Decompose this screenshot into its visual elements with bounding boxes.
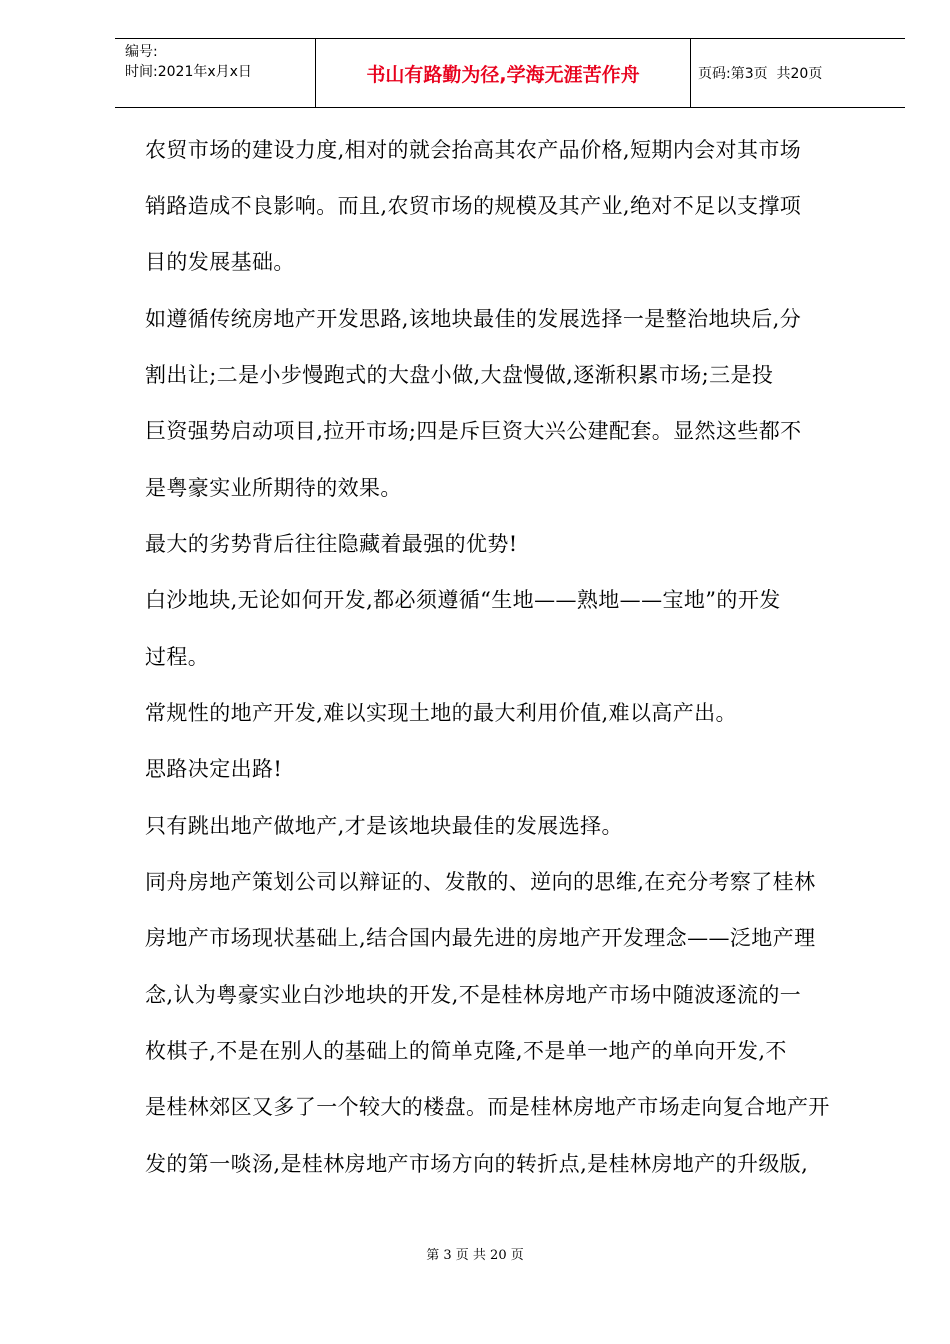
- body-line: 是桂林郊区又多了一个较大的楼盘。而是桂林房地产市场走向复合地产开: [145, 1095, 830, 1119]
- body-line: 思路决定出路!: [145, 757, 283, 781]
- body-line: 只有跳出地产做地产,才是该地块最佳的发展选择。: [145, 814, 623, 838]
- page-header: [115, 38, 905, 108]
- body-line: 房地产市场现状基础上,结合国内最先进的房地产开发理念——泛地产理: [145, 926, 816, 950]
- body-line: 巨资强势启动项目,拉开市场;四是斥巨资大兴公建配套。显然这些都不: [145, 419, 802, 443]
- body-line: 同舟房地产策划公司以辩证的、发散的、逆向的思维,在充分考察了桂林: [145, 870, 816, 894]
- body-line: 目的发展基础。: [145, 250, 295, 274]
- header-meta-cell: [115, 39, 315, 107]
- header-page-number: 页码:第3页 共20页: [698, 66, 823, 82]
- body-line: 是粤豪实业所期待的效果。: [145, 476, 402, 500]
- header-page-cell: [690, 39, 905, 107]
- body-line: 如遵循传统房地产开发思路,该地块最佳的发展选择一是整治地块后,分: [145, 307, 802, 331]
- body-line: 农贸市场的建设力度,相对的就会抬高其农产品价格,短期内会对其市场: [145, 138, 802, 162]
- body-line: 白沙地块,无论如何开发,都必须遵循“生地——熟地——宝地”的开发: [145, 588, 781, 612]
- body-line: 发的第一啖汤,是桂林房地产市场方向的转折点,是桂林房地产的升级版,: [145, 1152, 809, 1176]
- body-line: 枚棋子,不是在别人的基础上的简单克隆,不是单一地产的单向开发,不: [145, 1039, 787, 1063]
- document-time-label: 时间:2021年x月x日: [125, 64, 252, 80]
- body-line: 割出让;二是小步慢跑式的大盘小做,大盘慢做,逐渐积累市场;三是投: [145, 363, 774, 387]
- page-footer: 第 3 页 共 20 页: [426, 1248, 524, 1263]
- header-motto: 书山有路勤为径,学海无涯苦作舟: [366, 64, 640, 86]
- body-line: 过程。: [145, 645, 210, 669]
- body-line: 念,认为粤豪实业白沙地块的开发,不是桂林房地产市场中随波逐流的一: [145, 983, 802, 1007]
- body-line: 销路造成不良影响。而且,农贸市场的规模及其产业,绝对不足以支撑项: [145, 194, 802, 218]
- header-motto-cell: [315, 39, 691, 107]
- document-number-label: 编号:: [125, 44, 158, 60]
- body-line: 常规性的地产开发,难以实现土地的最大利用价值,难以高产出。: [145, 701, 737, 725]
- body-line: 最大的劣势背后往往隐藏着最强的优势!: [145, 532, 518, 556]
- document-body: [145, 122, 870, 1192]
